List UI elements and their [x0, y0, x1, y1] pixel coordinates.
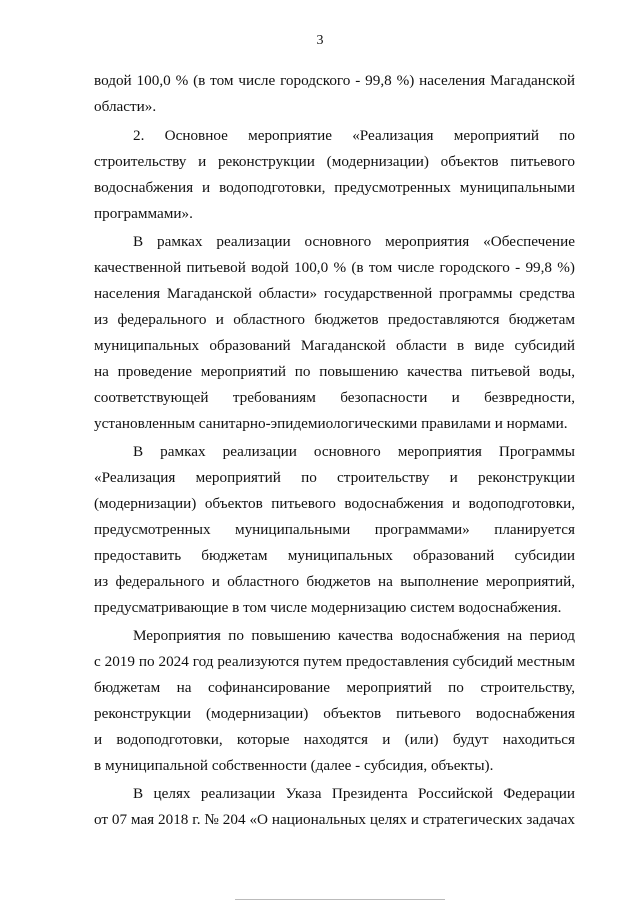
text-line: в муниципальной собственности (далее - субсидия, объекты).: [94, 757, 494, 774]
text-line: программами».: [94, 205, 193, 222]
text-line: предусмотренных муниципальными программами» планируется: [94, 521, 575, 538]
text-line: строительству и реконструкции (модернизации) объектов питьевого: [94, 153, 575, 170]
text-line: В целях реализации Указа Президента Российской Федерации: [133, 785, 575, 802]
scan-edge-divider: [235, 899, 445, 900]
text-line: водоснабжения и водоподготовки, предусмотренных муниципальными: [94, 179, 575, 196]
text-line: и водоподготовки, которые находятся и (или) будут находиться: [94, 731, 575, 748]
text-line: из федерального и областного бюджетов предоставляются бюджетам: [94, 311, 575, 328]
text-line: установленным санитарно-эпидемиологическими правилами и нормами.: [94, 415, 568, 432]
text-line: соответствующей требованиям безопасности и безвредности,: [94, 389, 575, 406]
text-line: 2. Основное мероприятие «Реализация мероприятий по: [133, 127, 575, 144]
text-line: предусматривающие в том числе модернизацию систем водоснабжения.: [94, 599, 562, 616]
text-line: В рамках реализации основного мероприятия «Обеспечение: [133, 233, 575, 250]
text-line: качественной питьевой водой 100,0 % (в том числе городского - 99,8 %): [94, 259, 575, 276]
text-line: населения Магаданской области» государственной программы средства: [94, 285, 575, 302]
text-line: (модернизации) объектов питьевого водоснабжения и водоподготовки,: [94, 495, 575, 512]
text-line: муниципальных образований Магаданской области в виде субсидий: [94, 337, 575, 354]
page-number: 3: [316, 33, 324, 48]
text-line: водой 100,0 % (в том числе городского - 99,8 %) населения Магаданской: [94, 72, 575, 89]
text-line: на проведение мероприятий по повышению качества питьевой воды,: [94, 363, 575, 380]
text-line: бюджетам на софинансирование мероприятий по строительству,: [94, 679, 575, 696]
text-line: области».: [94, 98, 157, 115]
text-line: Мероприятия по повышению качества водоснабжения на период: [133, 627, 575, 644]
text-line: от 07 мая 2018 г. № 204 «О национальных целях и стратегических задачах: [94, 811, 575, 828]
text-line: «Реализация мероприятий по строительству и реконструкции: [94, 469, 575, 486]
text-line: с 2019 по 2024 год реализуются путем предоставления субсидий местным: [94, 653, 575, 670]
text-line: В рамках реализации основного мероприятия Программы: [133, 443, 575, 460]
text-line: реконструкции (модернизации) объектов питьевого водоснабжения: [94, 705, 575, 722]
text-line: предоставить бюджетам муниципальных образований субсидии: [94, 547, 575, 564]
text-line: из федерального и областного бюджетов на выполнение мероприятий,: [94, 573, 575, 590]
